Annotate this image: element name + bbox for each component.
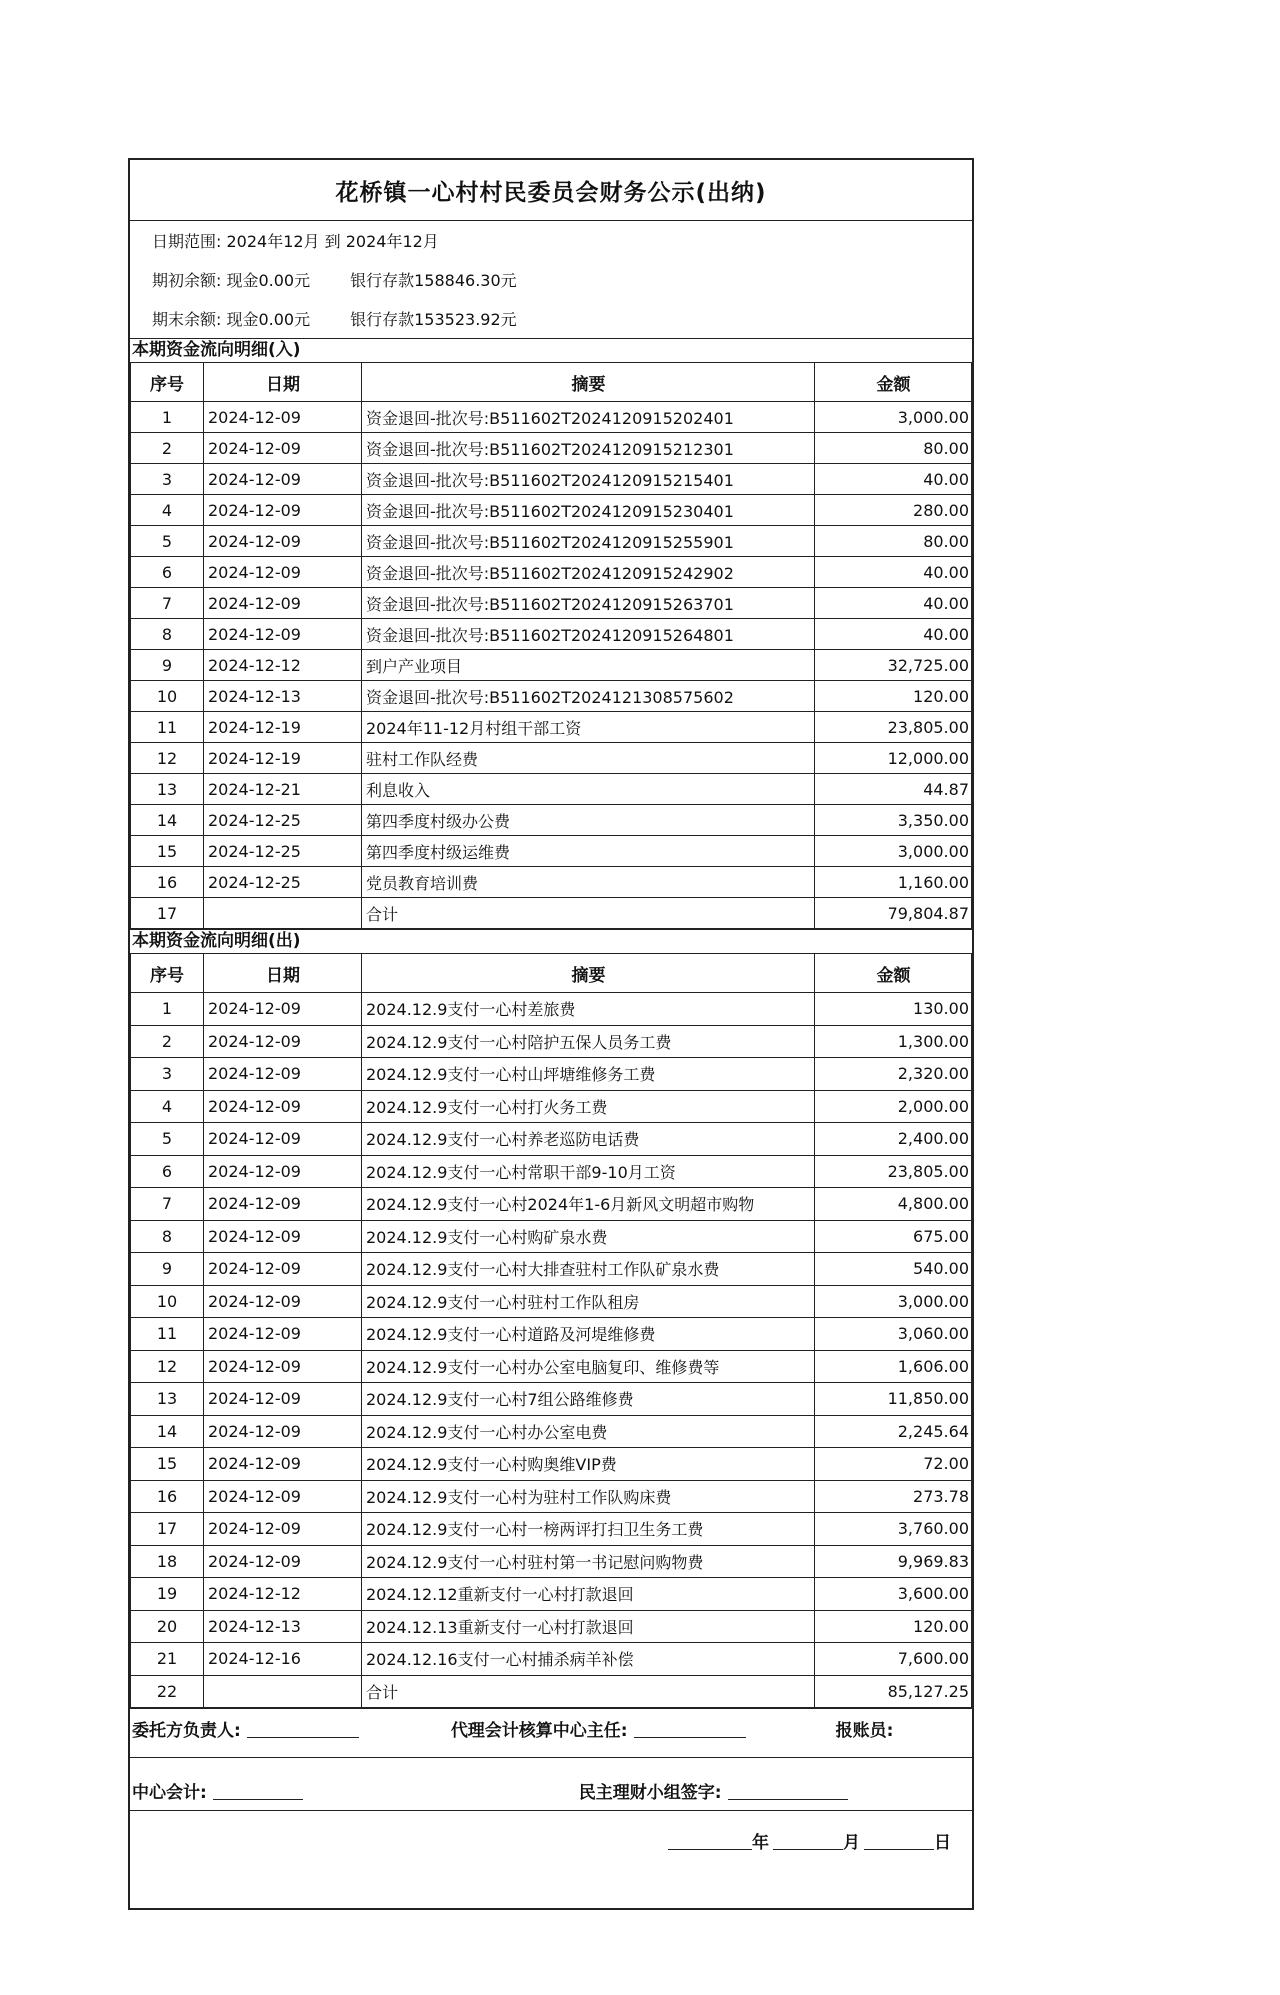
row-date: 2024-12-09 [204, 1123, 362, 1156]
row-seq: 21 [131, 1643, 204, 1676]
row-date: 2024-12-09 [204, 1188, 362, 1221]
row-summary: 资金退回-批次号:B511602T2024120915202401 [362, 402, 815, 433]
row-date: 2024-12-09 [204, 1480, 362, 1513]
row-summary: 2024.12.9支付一心村常职干部9-10月工资 [362, 1155, 815, 1188]
row-amount: 44.87 [815, 774, 972, 805]
expense-header-row [131, 954, 972, 993]
row-amount: 2,000.00 [815, 1090, 972, 1123]
row-seq: 13 [131, 774, 204, 805]
row-amount: 1,300.00 [815, 1025, 972, 1058]
row-seq: 16 [131, 1480, 204, 1513]
row-date: 2024-12-12 [204, 1578, 362, 1611]
row-amount: 675.00 [815, 1220, 972, 1253]
row-date: 2024-12-09 [204, 433, 362, 464]
row-seq: 6 [131, 557, 204, 588]
row-seq: 18 [131, 1545, 204, 1578]
table-row [131, 1123, 972, 1156]
table-row [131, 1643, 972, 1676]
client-head-line [247, 1719, 359, 1738]
row-summary: 第四季度村级办公费 [362, 805, 815, 836]
row-date: 2024-12-09 [204, 1448, 362, 1481]
divider [130, 1757, 972, 1758]
row-amount: 72.00 [815, 1448, 972, 1481]
row-amount: 3,060.00 [815, 1318, 972, 1351]
row-seq: 1 [131, 402, 204, 433]
row-summary: 2024.12.9支付一心村购矿泉水费 [362, 1220, 815, 1253]
closing-cash: 期末余额: 现金0.00元 [152, 310, 311, 329]
row-seq: 2 [131, 1025, 204, 1058]
row-seq: 9 [131, 650, 204, 681]
date-sign-row [130, 1825, 972, 1855]
row-summary: 2024.12.9支付一心村一榜两评打扫卫生务工费 [362, 1513, 815, 1546]
table-row [131, 1025, 972, 1058]
row-summary: 2024.12.9支付一心村驻村第一书记慰问购物费 [362, 1545, 815, 1578]
row-date: 2024-12-09 [204, 1545, 362, 1578]
row-summary: 合计 [362, 1675, 815, 1708]
row-seq: 10 [131, 1285, 204, 1318]
row-seq: 8 [131, 619, 204, 650]
date-range [130, 221, 972, 260]
row-date: 2024-12-13 [204, 681, 362, 712]
opening-bank: 银行存款158846.30元 [350, 271, 517, 290]
row-summary: 资金退回-批次号:B511602T2024120915264801 [362, 619, 815, 650]
row-amount: 273.78 [815, 1480, 972, 1513]
row-amount: 23,805.00 [815, 712, 972, 743]
row-amount: 3,760.00 [815, 1513, 972, 1546]
row-seq: 7 [131, 588, 204, 619]
row-summary: 资金退回-批次号:B511602T2024121308575602 [362, 681, 815, 712]
table-row [131, 1480, 972, 1513]
year-line [668, 1831, 752, 1850]
opening-balance [130, 260, 972, 299]
row-date: 2024-12-21 [204, 774, 362, 805]
row-date: 2024-12-25 [204, 836, 362, 867]
row-summary: 驻村工作队经费 [362, 743, 815, 774]
header-date: 日期 [204, 363, 362, 402]
opening-cash: 期初余额: 现金0.00元 [152, 271, 311, 290]
row-date [204, 1675, 362, 1708]
header-seq: 序号 [131, 363, 204, 402]
row-summary: 2024.12.13重新支付一心村打款退回 [362, 1610, 815, 1643]
row-summary: 利息收入 [362, 774, 815, 805]
header-summary: 摘要 [362, 363, 815, 402]
row-summary: 2024.12.9支付一心村养老巡防电话费 [362, 1123, 815, 1156]
row-seq: 10 [131, 681, 204, 712]
row-summary: 2024年11-12月村组干部工资 [362, 712, 815, 743]
row-date: 2024-12-09 [204, 1318, 362, 1351]
row-seq: 20 [131, 1610, 204, 1643]
row-amount: 2,400.00 [815, 1123, 972, 1156]
signature-row-2 [130, 1775, 972, 1805]
row-date: 2024-12-19 [204, 712, 362, 743]
table-row [131, 774, 972, 805]
row-seq: 16 [131, 867, 204, 898]
header-seq: 序号 [131, 954, 204, 993]
row-summary: 2024.12.9支付一心村购奥维VIP费 [362, 1448, 815, 1481]
row-amount: 7,600.00 [815, 1643, 972, 1676]
row-amount: 130.00 [815, 993, 972, 1026]
row-seq: 2 [131, 433, 204, 464]
row-amount: 280.00 [815, 495, 972, 526]
header-date: 日期 [204, 954, 362, 993]
income-table [130, 362, 972, 929]
table-row [131, 1415, 972, 1448]
row-seq: 12 [131, 743, 204, 774]
finance-group-label: 民主理财小组签字: [578, 1782, 722, 1803]
table-row [131, 1058, 972, 1091]
center-director-line [634, 1719, 746, 1738]
table-row [131, 1675, 972, 1708]
header-amount: 金额 [815, 363, 972, 402]
table-row [131, 1253, 972, 1286]
client-head-label: 委托方负责人: [132, 1720, 241, 1741]
table-row [131, 557, 972, 588]
row-date: 2024-12-25 [204, 867, 362, 898]
row-seq: 11 [131, 1318, 204, 1351]
expense-section-title: 本期资金流向明细(出) [130, 929, 972, 953]
row-amount: 1,160.00 [815, 867, 972, 898]
row-seq: 9 [131, 1253, 204, 1286]
row-amount: 40.00 [815, 557, 972, 588]
row-amount: 40.00 [815, 464, 972, 495]
date-range-text: 日期范围: 2024年12月 到 2024年12月 [152, 232, 439, 251]
row-seq: 11 [131, 712, 204, 743]
table-row [131, 836, 972, 867]
row-summary: 2024.12.9支付一心村大排查驻村工作队矿泉水费 [362, 1253, 815, 1286]
row-date: 2024-12-19 [204, 743, 362, 774]
row-seq: 17 [131, 898, 204, 929]
table-row [131, 1513, 972, 1546]
row-amount: 32,725.00 [815, 650, 972, 681]
row-date: 2024-12-09 [204, 1058, 362, 1091]
row-seq: 13 [131, 1383, 204, 1416]
expense-table [130, 953, 972, 1708]
income-rows [131, 402, 972, 929]
row-amount: 3,600.00 [815, 1578, 972, 1611]
row-summary: 资金退回-批次号:B511602T2024120915215401 [362, 464, 815, 495]
row-seq: 4 [131, 1090, 204, 1123]
row-amount: 80.00 [815, 526, 972, 557]
table-row [131, 1220, 972, 1253]
row-date: 2024-12-09 [204, 1415, 362, 1448]
finance-group-line [728, 1781, 848, 1800]
row-seq: 15 [131, 836, 204, 867]
table-row [131, 1155, 972, 1188]
expense-rows [131, 993, 972, 1708]
divider [130, 1810, 972, 1811]
table-row [131, 993, 972, 1026]
income-section-title: 本期资金流向明细(入) [130, 338, 972, 362]
row-date: 2024-12-13 [204, 1610, 362, 1643]
row-date: 2024-12-25 [204, 805, 362, 836]
row-seq: 6 [131, 1155, 204, 1188]
row-summary: 党员教育培训费 [362, 867, 815, 898]
table-row [131, 1448, 972, 1481]
row-amount: 23,805.00 [815, 1155, 972, 1188]
row-date: 2024-12-09 [204, 619, 362, 650]
table-row [131, 588, 972, 619]
row-amount: 1,606.00 [815, 1350, 972, 1383]
row-date: 2024-12-09 [204, 557, 362, 588]
row-amount: 3,000.00 [815, 836, 972, 867]
row-seq: 12 [131, 1350, 204, 1383]
row-amount: 120.00 [815, 681, 972, 712]
table-row [131, 1610, 972, 1643]
table-row [131, 1318, 972, 1351]
row-summary: 2024.12.9支付一心村山坪塘维修务工费 [362, 1058, 815, 1091]
table-row [131, 712, 972, 743]
row-seq: 5 [131, 1123, 204, 1156]
table-row [131, 526, 972, 557]
table-row [131, 402, 972, 433]
row-date: 2024-12-09 [204, 495, 362, 526]
row-seq: 3 [131, 1058, 204, 1091]
row-summary: 到户产业项目 [362, 650, 815, 681]
row-date [204, 898, 362, 929]
table-row [131, 1383, 972, 1416]
row-amount: 3,350.00 [815, 805, 972, 836]
row-amount: 85,127.25 [815, 1675, 972, 1708]
row-summary: 2024.12.9支付一心村打火务工费 [362, 1090, 815, 1123]
row-summary: 2024.12.9支付一心村陪护五保人员务工费 [362, 1025, 815, 1058]
row-date: 2024-12-16 [204, 1643, 362, 1676]
row-summary: 2024.12.9支付一心村为驻村工作队购床费 [362, 1480, 815, 1513]
row-amount: 80.00 [815, 433, 972, 464]
row-date: 2024-12-09 [204, 1090, 362, 1123]
row-seq: 1 [131, 993, 204, 1026]
row-seq: 5 [131, 526, 204, 557]
row-date: 2024-12-09 [204, 1220, 362, 1253]
row-amount: 2,245.64 [815, 1415, 972, 1448]
center-director-label: 代理会计核算中心主任: [450, 1720, 628, 1741]
row-summary: 资金退回-批次号:B511602T2024120915212301 [362, 433, 815, 464]
table-row [131, 1350, 972, 1383]
row-seq: 17 [131, 1513, 204, 1546]
row-summary: 合计 [362, 898, 815, 929]
header-summary: 摘要 [362, 954, 815, 993]
row-summary: 资金退回-批次号:B511602T2024120915255901 [362, 526, 815, 557]
row-seq: 14 [131, 1415, 204, 1448]
row-amount: 79,804.87 [815, 898, 972, 929]
row-summary: 2024.12.9支付一心村7组公路维修费 [362, 1383, 815, 1416]
table-row [131, 650, 972, 681]
row-amount: 540.00 [815, 1253, 972, 1286]
row-seq: 14 [131, 805, 204, 836]
row-summary: 2024.12.9支付一心村办公室电脑复印、维修费等 [362, 1350, 815, 1383]
row-summary: 资金退回-批次号:B511602T2024120915230401 [362, 495, 815, 526]
row-summary: 2024.12.9支付一心村2024年1-6月新风文明超市购物 [362, 1188, 815, 1221]
table-row [131, 743, 972, 774]
table-row [131, 1578, 972, 1611]
center-accountant-label: 中心会计: [132, 1782, 207, 1803]
row-amount: 3,000.00 [815, 1285, 972, 1318]
table-row [131, 433, 972, 464]
row-summary: 第四季度村级运维费 [362, 836, 815, 867]
row-amount: 9,969.83 [815, 1545, 972, 1578]
row-date: 2024-12-09 [204, 1253, 362, 1286]
row-seq: 3 [131, 464, 204, 495]
row-amount: 3,000.00 [815, 402, 972, 433]
row-date: 2024-12-12 [204, 650, 362, 681]
table-row [131, 681, 972, 712]
table-row [131, 1188, 972, 1221]
signature-area [130, 1708, 972, 1864]
reporter-label: 报账员: [835, 1720, 894, 1741]
row-summary: 2024.12.16支付一心村捕杀病羊补偿 [362, 1643, 815, 1676]
table-row [131, 1090, 972, 1123]
row-amount: 120.00 [815, 1610, 972, 1643]
row-date: 2024-12-09 [204, 526, 362, 557]
row-summary: 2024.12.9支付一心村差旅费 [362, 993, 815, 1026]
table-row [131, 867, 972, 898]
row-amount: 4,800.00 [815, 1188, 972, 1221]
row-date: 2024-12-09 [204, 464, 362, 495]
closing-bank: 银行存款153523.92元 [350, 310, 517, 329]
row-summary: 2024.12.12重新支付一心村打款退回 [362, 1578, 815, 1611]
row-summary: 资金退回-批次号:B511602T2024120915263701 [362, 588, 815, 619]
row-seq: 19 [131, 1578, 204, 1611]
summary-info [130, 221, 972, 338]
finance-disclosure-sheet [128, 158, 974, 1910]
row-date: 2024-12-09 [204, 1285, 362, 1318]
row-date: 2024-12-09 [204, 1383, 362, 1416]
header-amount: 金额 [815, 954, 972, 993]
row-amount: 11,850.00 [815, 1383, 972, 1416]
row-seq: 8 [131, 1220, 204, 1253]
center-accountant-line [213, 1781, 303, 1800]
row-amount: 40.00 [815, 588, 972, 619]
row-amount: 12,000.00 [815, 743, 972, 774]
signature-row-1 [130, 1713, 972, 1743]
row-seq: 22 [131, 1675, 204, 1708]
table-row [131, 898, 972, 929]
row-amount: 2,320.00 [815, 1058, 972, 1091]
month-label: 月 [843, 1832, 860, 1853]
row-date: 2024-12-09 [204, 993, 362, 1026]
day-line [864, 1831, 934, 1850]
row-seq: 4 [131, 495, 204, 526]
table-row [131, 1545, 972, 1578]
month-line [773, 1831, 843, 1850]
row-summary: 2024.12.9支付一心村办公室电费 [362, 1415, 815, 1448]
page-title: 花桥镇一心村村民委员会财务公示(出纳) [130, 160, 972, 221]
table-row [131, 495, 972, 526]
row-date: 2024-12-09 [204, 1350, 362, 1383]
income-header-row [131, 363, 972, 402]
closing-balance [130, 299, 972, 338]
year-label: 年 [752, 1832, 769, 1853]
row-date: 2024-12-09 [204, 1025, 362, 1058]
table-row [131, 805, 972, 836]
day-label: 日 [934, 1832, 951, 1853]
row-summary: 资金退回-批次号:B511602T2024120915242902 [362, 557, 815, 588]
table-row [131, 464, 972, 495]
row-summary: 2024.12.9支付一心村驻村工作队租房 [362, 1285, 815, 1318]
row-date: 2024-12-09 [204, 1155, 362, 1188]
row-date: 2024-12-09 [204, 588, 362, 619]
row-amount: 40.00 [815, 619, 972, 650]
row-seq: 15 [131, 1448, 204, 1481]
table-row [131, 1285, 972, 1318]
table-row [131, 619, 972, 650]
row-date: 2024-12-09 [204, 1513, 362, 1546]
row-summary: 2024.12.9支付一心村道路及河堤维修费 [362, 1318, 815, 1351]
row-seq: 7 [131, 1188, 204, 1221]
row-date: 2024-12-09 [204, 402, 362, 433]
